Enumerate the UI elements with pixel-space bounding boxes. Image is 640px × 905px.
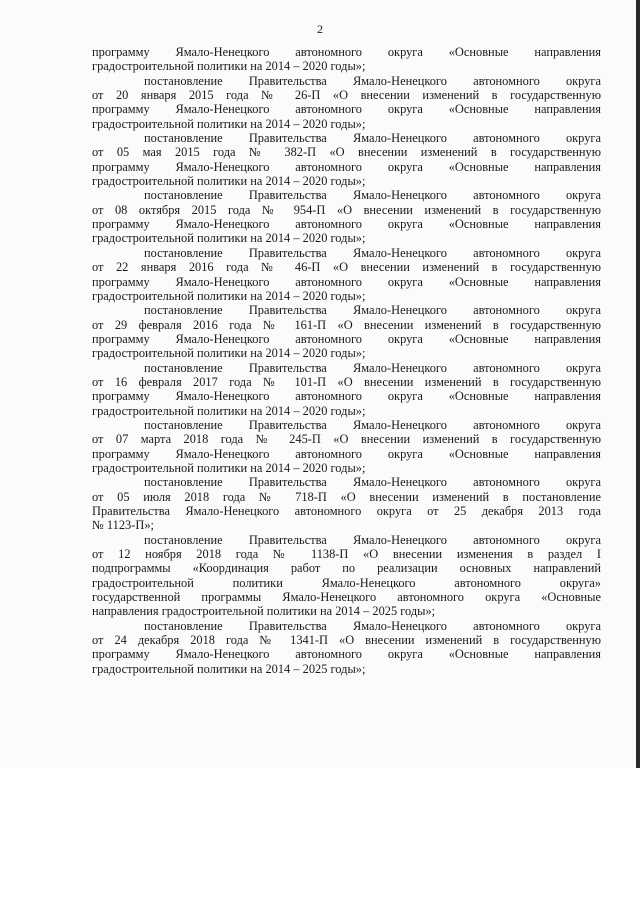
text-line: программу Ямало-Ненецкого автономного округа «Основные направления [92,389,601,404]
text-line: постановление Правительства Ямало-Ненецкого автономного округа [144,131,601,146]
text-line: программу Ямало-Ненецкого автономного округа «Основные направления [92,217,601,232]
text-line: программу Ямало-Ненецкого автономного округа «Основные направления [92,331,601,346]
text-line: градостроительной политики на 2014 – 2020 годы»; [92,174,366,189]
text-line: постановление Правительства Ямало-Ненецкого автономного округа [144,618,601,633]
list-item [92,74,601,131]
text-line: направления градостроительной политики на 2014 – 2025 годы»; [92,604,436,619]
text-line: градостроительной политики на 2014 – 2020 годы»; [92,59,366,74]
text-line: от 12 ноября 2018 года № 1138-П «О внесении изменения в раздел I [92,547,601,562]
text-line: программу Ямало-Ненецкого автономного округа «Основные направления [92,446,601,461]
text-line: постановление Правительства Ямало-Ненецкого автономного округа [144,73,601,88]
text-line: градостроительной политики на 2014 – 2020 годы»; [92,231,366,246]
list-item [92,246,601,303]
text-line: градостроительной политики на 2014 – 2020 годы»; [92,288,366,303]
list-item [92,303,601,360]
text-line: государственной программы Ямало-Ненецкого автономного округа «Основные [92,590,601,605]
text-line: от 29 февраля 2016 года № 161-П «О внесении изменений в государственную [92,317,601,332]
text-line: градостроительной политики на 2014 – 2020 годы»; [92,403,366,418]
text-line: № 1123-П»; [92,518,154,533]
text-line: подпрограммы «Координация работ по реализации основных направлений [92,561,601,576]
list-item [92,619,601,676]
list-item [92,131,601,188]
text-line: от 05 июля 2018 года № 718-П «О внесении изменений в постановление [92,489,601,504]
list-item [92,475,601,532]
text-line: градостроительной политики на 2014 – 2020 годы»; [92,116,366,131]
text-line: постановление Правительства Ямало-Ненецкого автономного округа [144,245,601,260]
list-item [92,361,601,418]
text-line: постановление Правительства Ямало-Ненецкого автономного округа [144,303,601,318]
text-line: Правительства Ямало-Ненецкого автономного округа от 25 декабря 2013 года [92,504,601,518]
text-line: от 16 февраля 2017 года № 101-П «О внесении изменений в государственную [92,374,601,389]
page-number: 2 [317,22,323,36]
text-line: градостроительной политики на 2014 – 2020 годы»; [92,460,366,475]
text-line: от 05 мая 2015 года № 382-П «О внесении изменений в государственную [92,145,601,160]
list-item [92,45,601,74]
text-line: от 20 января 2015 года № 26-П «О внесении изменений в государственную [92,88,601,103]
text-line: от 22 января 2016 года № 46-П «О внесении изменений в государственную [92,260,601,275]
text-line: градостроительной политики Ямало-Ненецкого автономного округа» [92,575,601,590]
list-item [92,418,601,475]
text-line: градостроительной политики на 2014 – 2020 годы»; [92,346,366,361]
text-line: постановление Правительства Ямало-Ненецкого автономного округа [144,360,601,375]
text-line: программу Ямало-Ненецкого автономного округа «Основные направления [92,159,601,174]
blank-margin [0,768,640,905]
text-line: программу Ямало-Ненецкого автономного округа «Основные направления [92,102,601,117]
text-line: постановление Правительства Ямало-Ненецкого автономного округа [144,417,601,432]
text-line: от 24 декабря 2018 года № 1341-П «О внесении изменений в государственную [92,633,601,648]
list-item [92,533,601,619]
document-body [92,45,601,676]
text-line: от 07 марта 2018 года № 245-П «О внесении изменений в государственную [92,432,601,447]
text-line: градостроительной политики на 2014 – 2025 годы»; [92,661,366,676]
text-line: программу Ямало-Ненецкого автономного округа «Основные направления [92,274,601,289]
text-line: постановление Правительства Ямало-Ненецкого автономного округа [144,475,601,490]
text-line: постановление Правительства Ямало-Ненецкого автономного округа [144,188,601,203]
text-line: программу Ямало-Ненецкого автономного округа «Основные направления [92,45,601,59]
text-line: от 08 октября 2015 года № 954-П «О внесении изменений в государственную [92,202,601,217]
text-line: постановление Правительства Ямало-Ненецкого автономного округа [144,532,601,547]
list-item [92,188,601,245]
text-line: программу Ямало-Ненецкого автономного округа «Основные направления [92,647,601,662]
